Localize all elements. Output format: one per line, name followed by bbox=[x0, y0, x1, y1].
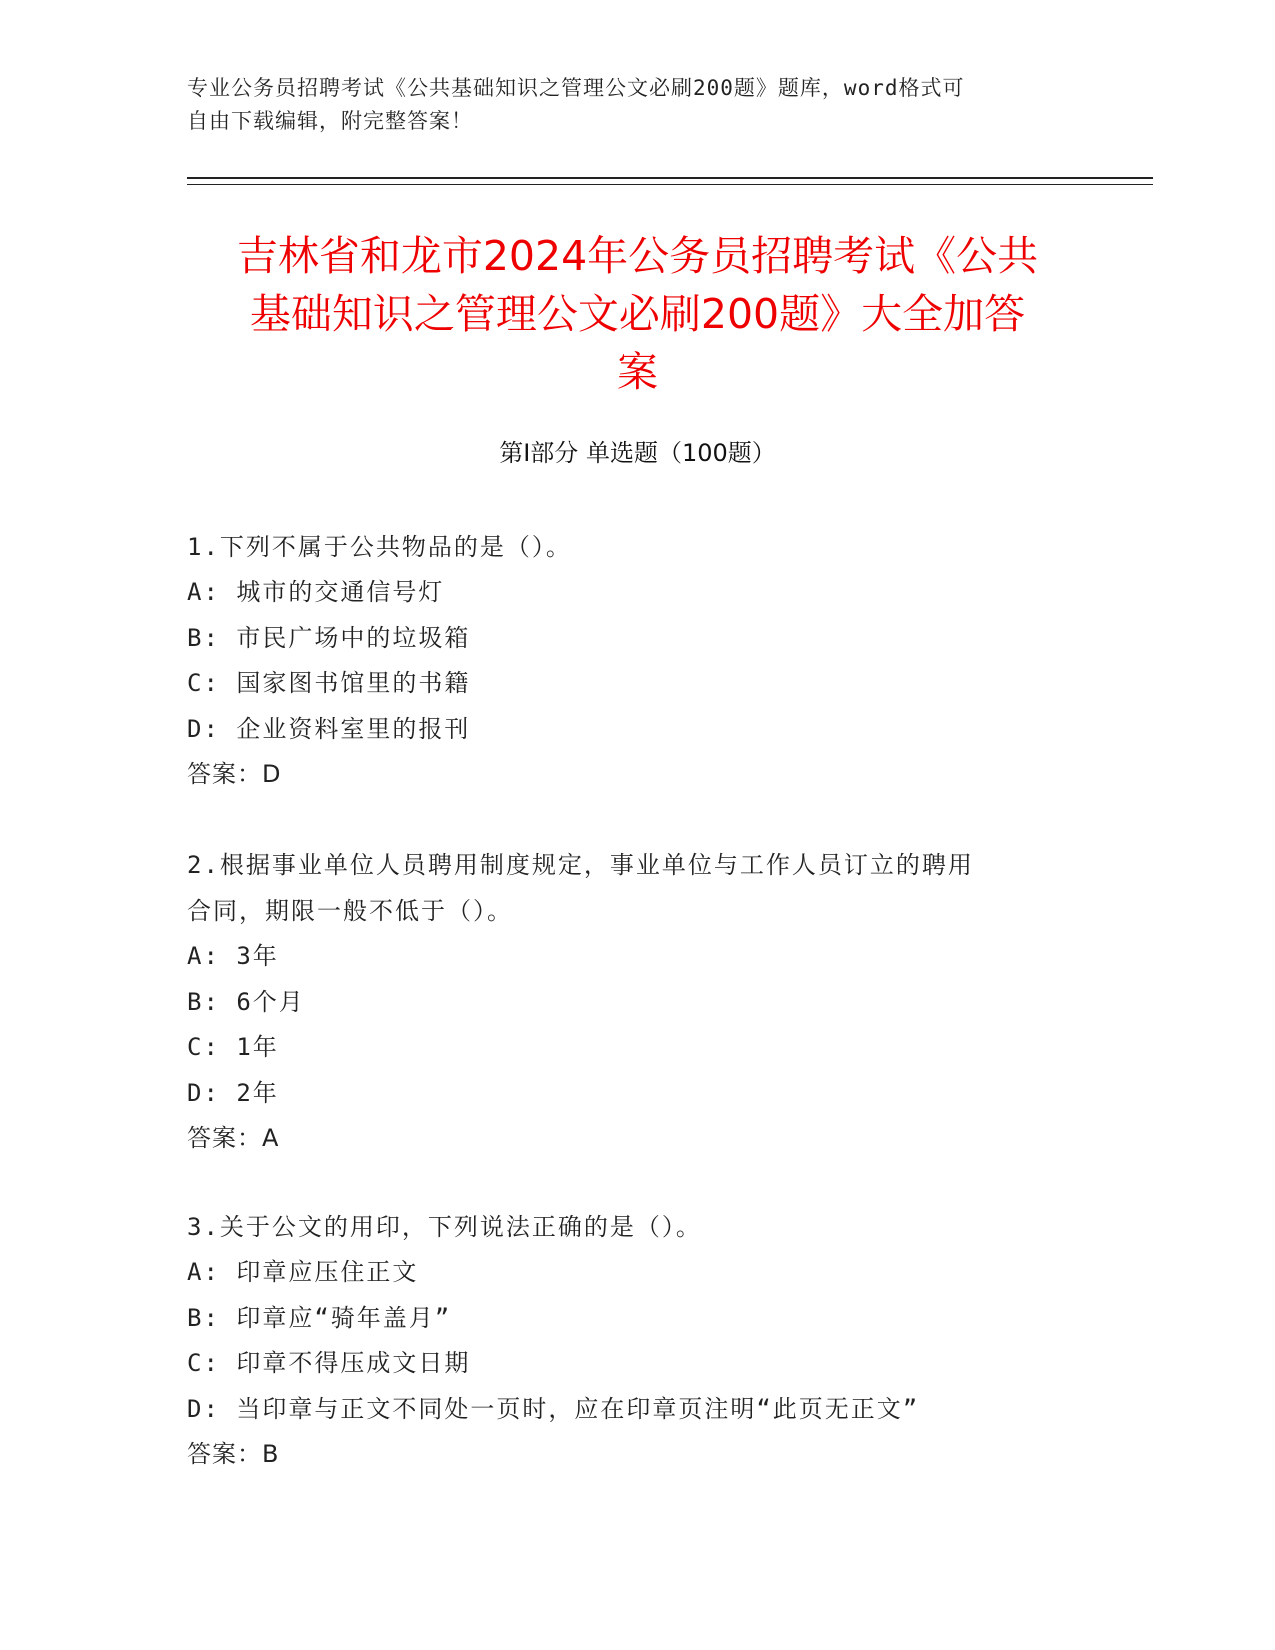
header-note-line-2: 自由下载编辑，附完整答案！ bbox=[187, 109, 473, 133]
option-d: D: 2年 bbox=[187, 1078, 279, 1107]
option-d: D: 当印章与正文不同处一页时，应在印章页注明“此页无正文” bbox=[187, 1394, 920, 1423]
document-title-line-2: 基础知识之管理公文必刷200题》大全加答 bbox=[249, 290, 1026, 338]
option-c: C: 国家图书馆里的书籍 bbox=[187, 669, 471, 697]
question-stem-line-2: 合同，期限一般不低于（）。 bbox=[187, 897, 513, 925]
option-a: A: 城市的交通信号灯 bbox=[187, 578, 445, 606]
document-title bbox=[150, 227, 1125, 401]
option-b: B: 印章应“骑年盖月” bbox=[187, 1303, 452, 1332]
question-block bbox=[187, 842, 1087, 1162]
answer-line: 答案：B bbox=[187, 1440, 280, 1468]
question-block bbox=[187, 1204, 1087, 1478]
document-title-line-3: 案 bbox=[617, 348, 658, 396]
header-divider-thick bbox=[187, 177, 1153, 179]
document-title-line-1: 吉林省和龙市2024年公务员招聘考试《公共 bbox=[236, 232, 1039, 280]
option-a: A: 印章应压住正文 bbox=[187, 1258, 419, 1286]
header-note bbox=[187, 72, 1067, 138]
option-b: B: 市民广场中的垃圾箱 bbox=[187, 623, 471, 652]
header-divider-thin bbox=[187, 184, 1153, 185]
question-stem: 1.下列不属于公共物品的是（）。 bbox=[187, 533, 572, 561]
question-block bbox=[187, 524, 1087, 798]
question-stem: 3.关于公文的用印，下列说法正确的是（）。 bbox=[187, 1213, 702, 1241]
answer-line: 答案：D bbox=[187, 760, 282, 788]
answer-line: 答案：A bbox=[187, 1124, 280, 1152]
option-c: C: 印章不得压成文日期 bbox=[187, 1349, 471, 1377]
option-d: D: 企业资料室里的报刊 bbox=[187, 714, 471, 743]
section-heading: 第I部分 单选题（100题） bbox=[499, 439, 776, 467]
question-stem-line-1: 2.根据事业单位人员聘用制度规定，事业单位与工作人员订立的聘用 bbox=[187, 851, 974, 879]
option-c: C: 1年 bbox=[187, 1033, 279, 1061]
header-note-line-1: 专业公务员招聘考试《公共基础知识之管理公文必刷200题》题库，word格式可 bbox=[187, 76, 965, 100]
option-b: B: 6个月 bbox=[187, 987, 305, 1016]
option-a: A: 3年 bbox=[187, 942, 279, 970]
